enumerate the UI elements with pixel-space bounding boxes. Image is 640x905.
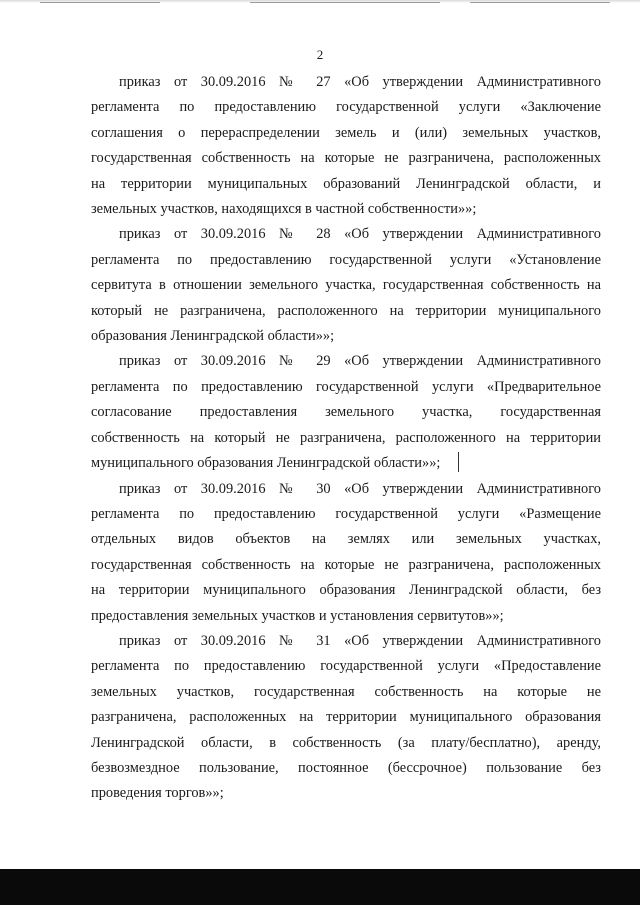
order-paragraph-28 [91,222,601,349]
order-paragraph-30 [91,477,601,629]
text-line: земельных участков, находящихся в частной собственности»»; [91,201,477,218]
order-paragraph-31 [91,629,601,807]
text-line: проведения торгов»»; [91,785,224,802]
text-line: предоставления земельных участков и установления сервитутов»»; [91,607,504,624]
page-number: 2 [316,47,324,62]
text-line: безвозмездное пользование, постоянное (бессрочное) пользование без [91,759,601,776]
order-paragraph-29 [91,349,601,476]
scan-artifact-line [470,2,610,3]
document-body [91,70,601,807]
text-line: разграничена, расположенных на территории муниципального образования [91,709,601,726]
order-paragraph-27 [91,70,601,222]
text-line: муниципального образования Ленинградской области»»; [91,455,441,472]
text-line: сервитута в отношении земельного участка, государственная собственность на [91,277,601,294]
text-line: Ленинградской области, в собственность (за плату/бесплатно), аренду, [91,734,601,751]
text-line: регламента по предоставлению государственной услуги «Предварительное [91,378,601,395]
text-line: согласование предоставления земельного участка, государственная [91,404,601,421]
text-line: регламента по предоставлению государственной услуги «Заключение [91,99,601,116]
text-line: приказ от 30.09.2016 № 27 «Об утверждении Административного [119,74,601,90]
text-line: который не разграничена, расположенного на территории муниципального [91,302,601,319]
text-line: приказ от 30.09.2016 № 29 «Об утверждении Административного [119,353,601,370]
text-line: приказ от 30.09.2016 № 31 «Об утверждении Административного [119,632,601,649]
text-line: собственность на который не разграничена, расположенного на территории [91,429,601,446]
text-line: регламента по предоставлению государственной услуги «Предоставление [91,658,601,675]
text-line: государственная собственность на которые не разграничена, расположенных [91,556,601,573]
scan-artifact-line [40,2,160,3]
text-line: соглашения о перераспределении земель и (или) земельных участков, [91,124,601,141]
text-line: земельных участков, государственная собственность на которые не [91,683,601,700]
text-line: на территории муниципального образования Ленинградской области, без [91,582,601,599]
text-line: регламента по предоставлению государственной услуги «Установление [91,251,601,268]
text-line: государственная собственность на которые не разграничена, расположенных [91,150,601,167]
scan-artifact-mark [458,452,459,472]
text-line: приказ от 30.09.2016 № 28 «Об утверждении Административного [119,226,601,243]
text-line: отдельных видов объектов на землях или земельных участках, [91,531,601,548]
scan-bottom-edge [0,869,640,905]
scan-artifact-line [250,2,440,3]
text-line: регламента по предоставлению государственной услуги «Размещение [91,505,601,522]
text-line: приказ от 30.09.2016 № 30 «Об утверждении Административного [119,480,601,497]
text-line: на территории муниципальных образований Ленинградской области, и [91,175,601,192]
text-line: образования Ленинградской области»»; [91,328,335,345]
